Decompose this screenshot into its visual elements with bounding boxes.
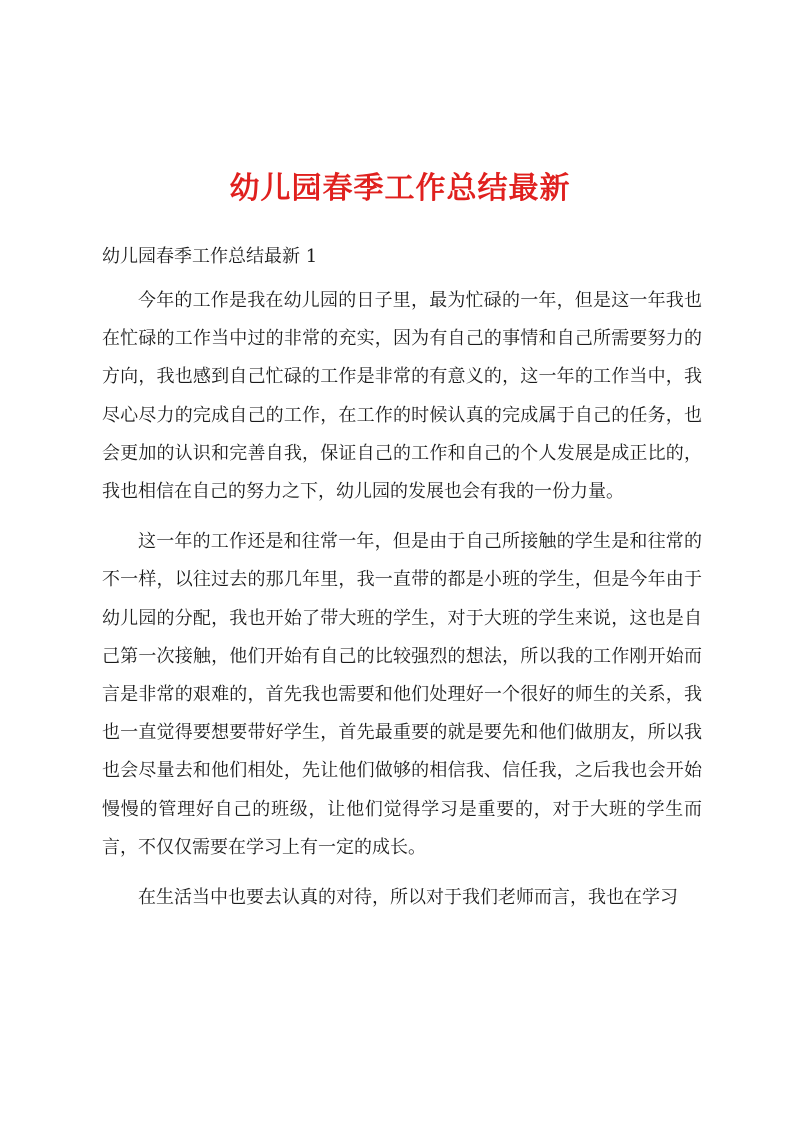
section-heading: 幼儿园春季工作总结最新 1 — [102, 246, 318, 267]
paragraph-2: 这一年的工作还是和往常一年，但是由于自己所接触的学生是和往常的不一样，以往过去的那几年里，我一直带的都是小班的学生，但是今年由于幼儿园的分配，我也开始了带大班的学生，对于大班的学生来说，这也是自己第一次接触，他们开始有自己的比较强烈的想法，所以我的工作刚开始而言是非常的艰难的，首先我也需要和他们处理好一个很好的师生的关系，我也一直觉得要想要带好学生，首先最重要的就是要先和他们做朋友，所以我也会尽量去和他们相处，先让他们做够的相信我、信任我，之后我也会开始慢慢的管理好自己的班级，让他们觉得学习是重要的，对于大班的学生而言，不仅仅需要在学习上有一定的成长。 — [102, 531, 702, 858]
paragraph-1: 今年的工作是我在幼儿园的日子里，最为忙碌的一年，但是这一年我也在忙碌的工作当中过的非常的充实，因为有自己的事情和自己所需要努力的方向，我也感到自己忙碌的工作是非常的有意义的，这一年的工作当中，我尽心尽力的完成自己的工作，在工作的时候认真的完成属于自己的任务，也会更加的认识和完善自我，保证自己的工作和自己的个人发展是成正比的，我也相信在自己的努力之下，幼儿园的发展也会有我的一份力量。 — [102, 290, 702, 503]
document-title: 幼儿园春季工作总结最新 — [229, 171, 571, 206]
document-body — [102, 282, 702, 929]
paragraph-3: 在生活当中也要去认真的对待，所以对于我们老师而言，我也在学习 — [138, 887, 678, 909]
